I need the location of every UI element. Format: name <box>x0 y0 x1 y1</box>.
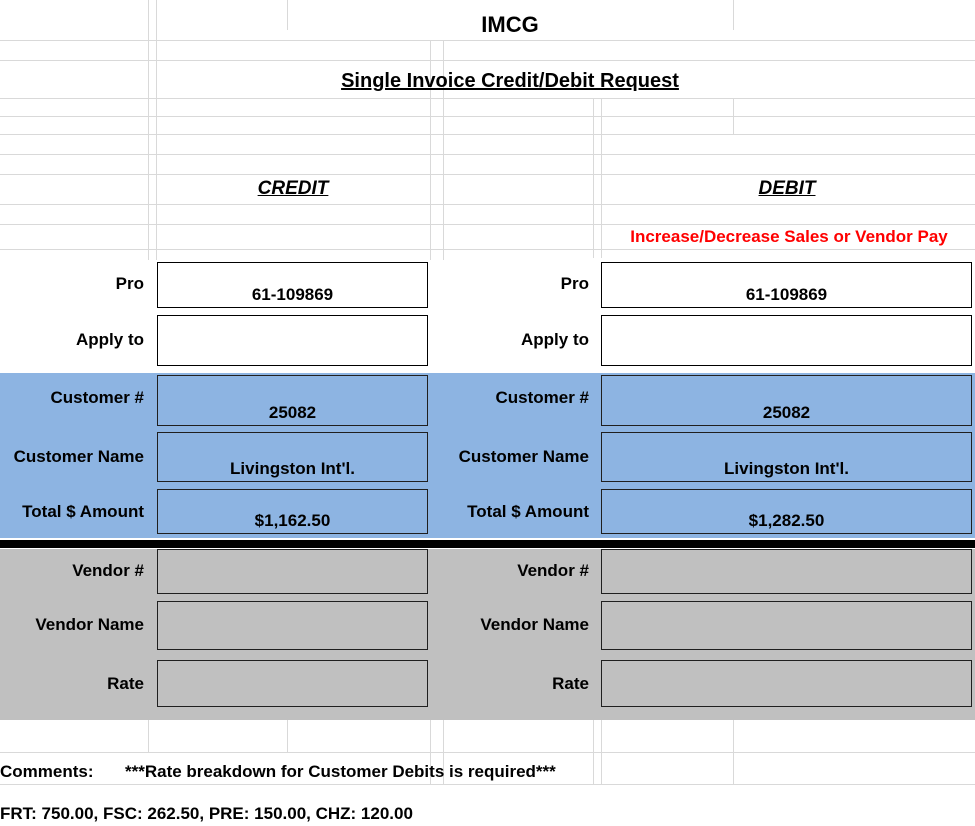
credit-vendor-name-field[interactable] <box>157 601 428 650</box>
gridline <box>0 249 975 250</box>
gridline <box>0 98 975 99</box>
debit-heading: DEBIT <box>758 178 816 199</box>
debit-vendor-number-field[interactable] <box>601 549 972 594</box>
credit-rate-field[interactable] <box>157 660 428 707</box>
gridline <box>0 134 975 135</box>
gridline <box>156 0 157 260</box>
gridline <box>0 204 975 205</box>
credit-customer-number-label: Customer # <box>50 388 144 407</box>
gridline <box>0 40 975 41</box>
gridline <box>287 0 288 30</box>
debit-rate-field[interactable] <box>601 660 972 707</box>
debit-apply-to-label: Apply to <box>521 330 589 349</box>
gridline <box>0 784 975 785</box>
credit-pro-label: Pro <box>115 274 144 293</box>
gridline <box>733 98 734 134</box>
company-title: IMCG <box>481 12 539 37</box>
debit-rate-label: Rate <box>552 674 589 693</box>
credit-apply-to-label: Apply to <box>76 330 144 349</box>
credit-pro-field[interactable]: 61-109869 <box>157 262 428 308</box>
debit-vendor-number-label: Vendor # <box>517 561 589 580</box>
credit-total-amount-field[interactable]: $1,162.50 <box>157 489 428 534</box>
credit-total-amount-label: Total $ Amount <box>22 502 144 521</box>
gridline <box>0 224 975 225</box>
debit-apply-to-field[interactable] <box>601 315 972 366</box>
credit-vendor-number-label: Vendor # <box>72 561 144 580</box>
credit-customer-number-field[interactable]: 25082 <box>157 375 428 426</box>
credit-customer-name-label: Customer Name <box>13 447 144 466</box>
credit-apply-to-field[interactable] <box>157 315 428 366</box>
debit-total-amount-label: Total $ Amount <box>467 502 589 521</box>
credit-customer-name-field[interactable]: Livingston Int'l. <box>157 432 428 482</box>
credit-vendor-name-label: Vendor Name <box>35 615 144 634</box>
gridline <box>0 174 975 175</box>
debit-customer-name-field[interactable]: Livingston Int'l. <box>601 432 972 482</box>
gridline <box>148 0 149 260</box>
debit-note: Increase/Decrease Sales or Vendor Pay <box>630 227 948 246</box>
debit-pro-field[interactable]: 61-109869 <box>601 262 972 308</box>
credit-rate-label: Rate <box>107 674 144 693</box>
gridline <box>593 98 594 258</box>
gridline <box>287 720 288 752</box>
debit-vendor-name-label: Vendor Name <box>480 615 589 634</box>
debit-pro-label: Pro <box>560 274 589 293</box>
gridline <box>0 116 975 117</box>
gridline <box>0 60 975 61</box>
debit-vendor-name-field[interactable] <box>601 601 972 650</box>
debit-customer-number-field[interactable]: 25082 <box>601 375 972 426</box>
gridline <box>733 720 734 784</box>
debit-total-amount-field[interactable]: $1,282.50 <box>601 489 972 534</box>
gridline <box>0 154 975 155</box>
gridline <box>593 720 594 784</box>
gridline <box>148 720 149 752</box>
form-title: Single Invoice Credit/Debit Request <box>341 70 679 92</box>
comments-text: ***Rate breakdown for Customer Debits is required*** <box>124 762 556 781</box>
comments-label: Comments: <box>0 762 94 781</box>
debit-customer-name-label: Customer Name <box>458 447 589 466</box>
debit-customer-number-label: Customer # <box>495 388 589 407</box>
comments-row <box>0 762 556 782</box>
section-divider <box>0 540 975 548</box>
credit-vendor-number-field[interactable] <box>157 549 428 594</box>
rate-breakdown: FRT: 750.00, FSC: 262.50, PRE: 150.00, CHZ: 120.00 <box>0 804 413 823</box>
gridline <box>0 752 975 753</box>
gridline <box>601 720 602 784</box>
credit-heading: CREDIT <box>257 178 329 199</box>
gridline <box>733 0 734 30</box>
